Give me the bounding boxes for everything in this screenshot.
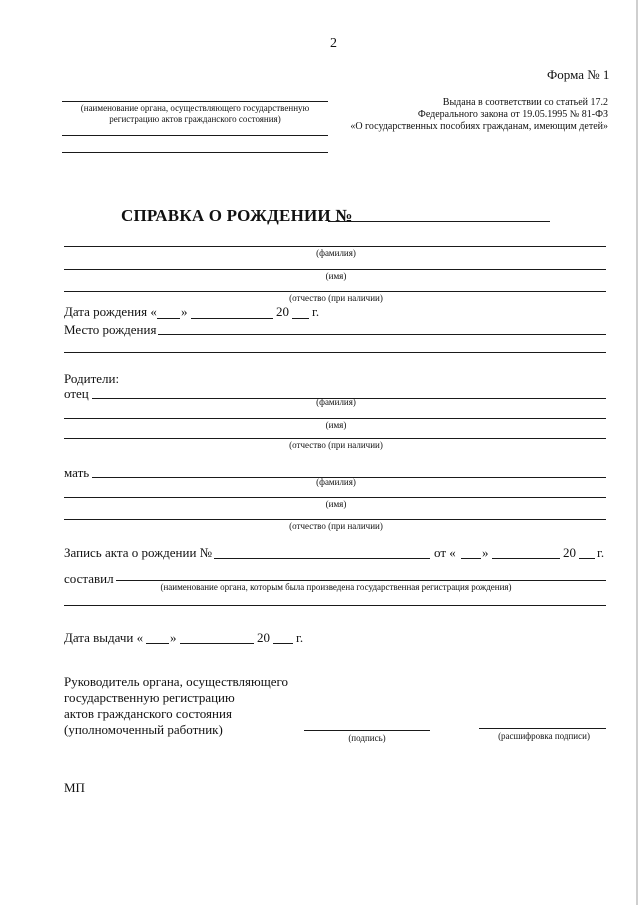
birth-day-field[interactable] (157, 318, 180, 319)
birth-date-close-quote: » (181, 304, 188, 319)
issuer-caption-1: (наименование органа, осуществляющего государственную (80, 103, 310, 113)
head-line-4: (уполномоченный работник) (64, 722, 223, 737)
child-patronymic-caption: (отчество (при наличии) (289, 293, 383, 303)
page-number: 2 (330, 36, 337, 51)
compiled-field-2[interactable] (64, 605, 606, 606)
birth-year-prefix: 20 (276, 304, 289, 319)
mother-label: мать (64, 465, 90, 480)
record-year-prefix: 20 (563, 545, 576, 560)
issue-year-field[interactable] (273, 643, 293, 644)
child-surname-field[interactable] (64, 246, 606, 247)
compiled-caption: (наименование органа, которым была произведена государственная регистрация рождения) (160, 582, 512, 592)
issuer-caption-2: регистрацию актов гражданского состояния) (109, 114, 281, 124)
father-name-field[interactable] (64, 418, 606, 419)
birth-month-field[interactable] (191, 318, 273, 319)
father-name-caption: (имя) (325, 420, 347, 430)
mother-patronymic-field[interactable] (64, 519, 606, 520)
head-line-3: актов гражданского состояния (64, 706, 232, 721)
page-right-edge (636, 0, 638, 905)
father-surname-caption: (фамилия) (316, 397, 356, 407)
mother-surname-caption: (фамилия) (316, 477, 356, 487)
issue-date-close-quote: » (170, 630, 177, 645)
birth-place-field-2[interactable] (64, 352, 606, 353)
record-day-field[interactable] (461, 558, 481, 559)
law-ref-line-2: Федерального закона от 19.05.1995 № 81-ФЗ (417, 109, 608, 120)
parents-label: Родители: (64, 371, 120, 386)
stamp-label: МП (64, 780, 85, 795)
mother-name-caption: (имя) (325, 499, 347, 509)
form-number: Форма № 1 (547, 67, 610, 82)
father-label: отец (64, 386, 89, 401)
head-line-2: государственную регистрацию (64, 690, 235, 705)
compiled-label: составил (64, 571, 114, 586)
birth-year-field[interactable] (292, 318, 309, 319)
signature-decode-caption: (расшифровка подписи) (498, 731, 590, 741)
document-title: СПРАВКА О РОЖДЕНИИ № (121, 206, 353, 225)
law-ref-line-1: Выдана в соответствии со статьей 17.2 (442, 97, 608, 108)
birth-place-label: Место рождения (64, 322, 157, 337)
record-month-field[interactable] (492, 558, 560, 559)
issuer-line-2 (62, 135, 328, 136)
birth-date-label: Дата рождения « (64, 304, 157, 319)
issuer-line-1 (62, 101, 328, 102)
father-patronymic-caption: (отчество (при наличии) (289, 440, 383, 450)
record-close-quote: » (482, 545, 489, 560)
father-patronymic-field[interactable] (64, 438, 606, 439)
child-surname-caption: (фамилия) (316, 248, 356, 258)
record-from-label: от « (434, 545, 456, 560)
issue-date-label: Дата выдачи « (64, 630, 144, 645)
birth-year-suffix: г. (312, 304, 320, 319)
signature-decode-field[interactable] (479, 728, 606, 729)
mother-name-field[interactable] (64, 497, 606, 498)
issuer-line-3 (62, 152, 328, 153)
law-ref-line-3: «О государственных пособиях гражданам, имеющим детей» (350, 121, 608, 132)
issue-month-field[interactable] (180, 643, 254, 644)
child-patronymic-field[interactable] (64, 291, 606, 292)
signature-field[interactable] (304, 730, 430, 731)
issue-day-field[interactable] (146, 643, 169, 644)
head-line-1: Руководитель органа, осуществляющего (64, 674, 288, 689)
record-year-suffix: г. (597, 545, 605, 560)
child-name-caption: (имя) (325, 271, 347, 281)
certificate-number-field[interactable] (328, 221, 550, 222)
child-name-field[interactable] (64, 269, 606, 270)
issue-year-prefix: 20 (257, 630, 270, 645)
birth-place-field[interactable] (158, 334, 606, 335)
mother-patronymic-caption: (отчество (при наличии) (289, 521, 383, 531)
record-year-field[interactable] (579, 558, 595, 559)
record-label: Запись акта о рождении № (64, 545, 213, 560)
record-number-field[interactable] (214, 558, 430, 559)
compiled-field[interactable] (116, 580, 606, 581)
signature-caption: (подпись) (348, 733, 386, 743)
issue-year-suffix: г. (296, 630, 304, 645)
